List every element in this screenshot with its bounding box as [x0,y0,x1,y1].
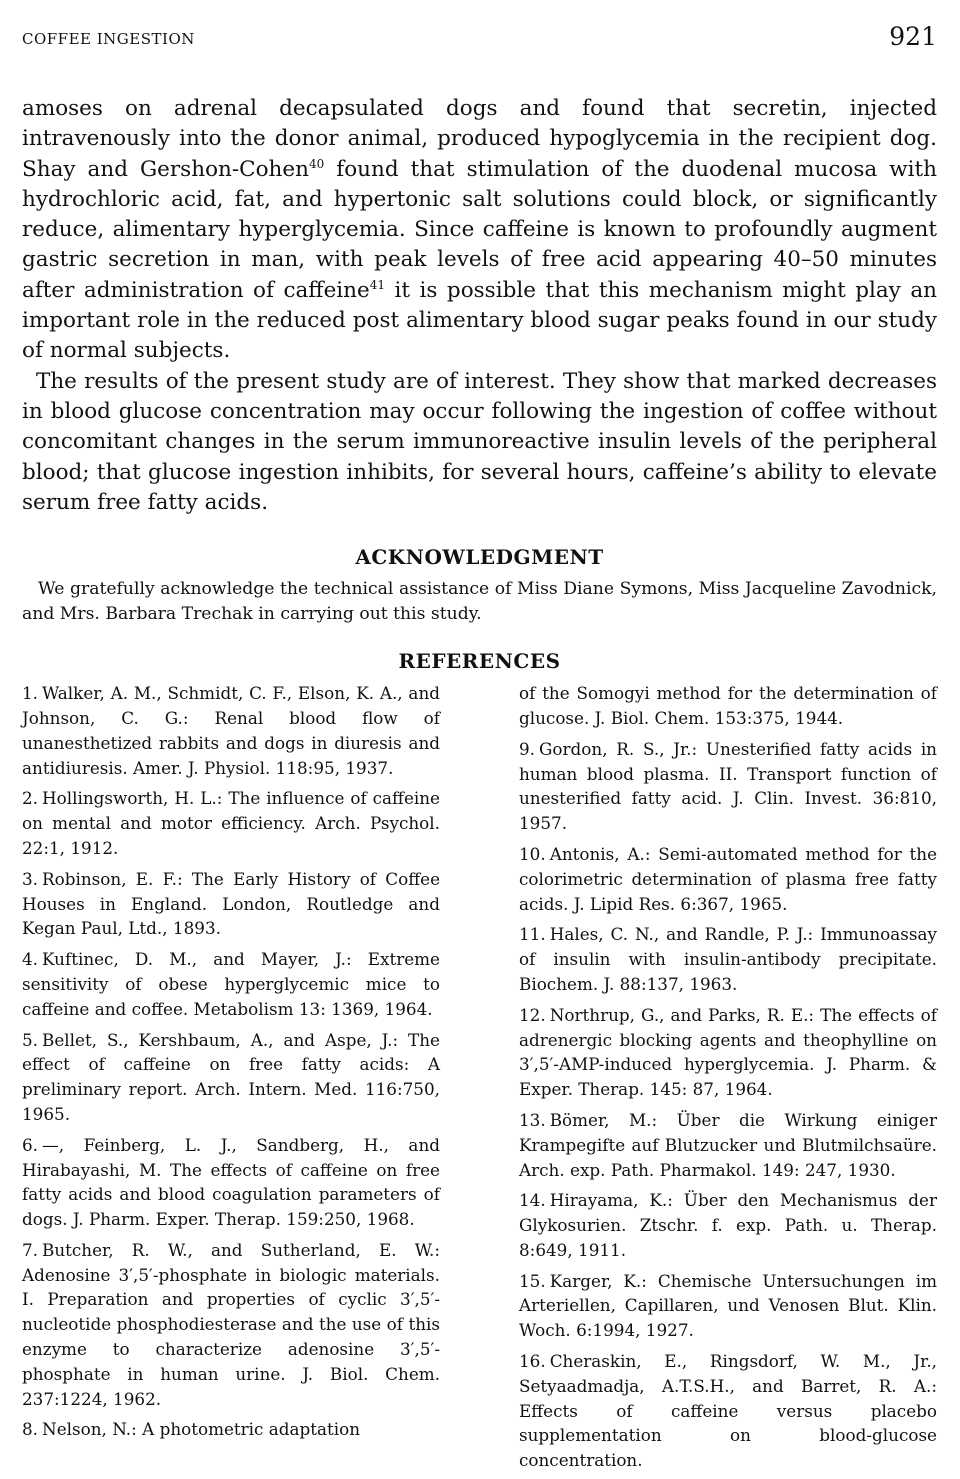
reference-text: Bömer, M.: Über die Wirkung einiger Krampegifte auf Blutzucker und Blutmilchsaüre. Arch. exp. Path. Pharmakol. 149: 247, 1930. [519,1109,937,1180]
reference-text: Antonis, A.: Semi-automated method for the colorimetric determination of plasma free fatty acids. J. Lipid Res. 6:367, 1965. [519,843,937,914]
acknowledgment-text: We gratefully acknowledge the technical assistance of Miss Diane Symons, Miss Jacqueline Zavodnick, and Mrs. Barbara Trechak in carrying out this study. [22,579,937,625]
reference-number: 6. [22,1134,39,1155]
reference-text: Karger, K.: Chemische Untersuchungen im Arteriellen, Capillaren, und Venosen Blut. Klin. Woch. 6:1994, 1927. [519,1270,937,1341]
reference-number: 1. [22,683,39,704]
references-left-column [22,681,440,1479]
reference-12 [519,1003,937,1102]
reference-text: —, Feinberg, L. J., Sandberg, H., and Hirabayashi, M. The effects of caffeine on free fatty acids and blood coagulation parameters of dogs. J. Pharm. Exper. Therap. 159:250, 1968. [22,1134,440,1230]
reference-2 [22,786,440,860]
reference-text: Hirayama, K.: Über den Mechanismus der Glykosurien. Ztschr. f. exp. Path. u. Therap. 8:649, 1911. [519,1190,937,1260]
reference-number: 12. [519,1004,546,1025]
references-heading: REFERENCES [398,649,561,674]
body-paragraph-2: The results of the present study are of interest. They show that marked decreases in blood glucose concentration may occur following the ingestion of coffee without concomitant changes in the serum immunoreactive insulin levels of the peripheral blood; that glucose ingestion inhibits, for several hours, caffeine’s ability to elevate serum free fatty acids. [22,368,937,515]
reference-1 [22,681,440,780]
reference-8-continuation: of the Somogyi method for the determination of glucose. J. Biol. Chem. 153:375, 1944. [519,683,937,728]
reference-11 [519,922,937,996]
reference-text: Cheraskin, E., Ringsdorf, W. M., Jr., Setyaadmadja, A.T.S.H., and Barret, R. A.: Effects of caffeine versus placebo supplementation on blood-glucose concentration. [519,1351,937,1471]
reference-7 [22,1238,440,1412]
reference-number: 16. [519,1351,546,1372]
reference-number: 5. [22,1029,39,1050]
acknowledgment-heading: ACKNOWLEDGMENT [355,545,604,570]
reference-3 [22,867,440,941]
body-paragraph-1-part-2: found that stimulation of the duodenal mucosa with hydrochloric acid, fat, and hypertonic salt solutions could block, or significantly reduce, alimentary hyperglycemia. Since caffeine is known to profoundly augment gastric secretion in man, with peak levels of free acid appearing 40–50 minutes after administration of caffeine [22,156,937,303]
journal-page [22,20,937,1471]
reference-5 [22,1028,440,1127]
page-number: 921 [889,22,937,51]
reference-16 [519,1349,937,1473]
reference-text: Kuftinec, D. M., and Mayer, J.: Extreme sensitivity of obese hyperglycemic mice to caffeine and coffee. Metabolism 13: 1369, 1964. [22,949,440,1019]
reference-number: 4. [22,949,39,970]
reference-text: Bellet, S., Kershbaum, A., and Aspe, J.: The effect of caffeine on free fatty acids: A preliminary report. Arch. Intern. Med. 116:750, 1965. [22,1029,440,1124]
reference-text: Nelson, N.: A photometric adaptation [42,1419,361,1440]
reference-4 [22,947,440,1021]
reference-6 [22,1133,440,1232]
reference-9 [519,737,937,836]
body-paragraph-1 [22,94,937,367]
reference-text: Hales, C. N., and Randle, P. J.: Immunoassay of insulin with insulin-antibody precipitate. Biochem. J. 88:137, 1963. [519,924,937,994]
article-body [22,94,937,518]
body-paragraph-1-part-1: amoses on adrenal decapsulated dogs and found that secretin, injected intravenously into the donor animal, produced hypoglycemia in the recipient dog. Shay and Gershon-Cohen [22,96,937,182]
reference-number: 9. [519,738,536,759]
reference-number: 13. [519,1109,546,1130]
reference-text: Robinson, E. F.: The Early History of Coffee Houses in England. London, Routledge and Kegan Paul, Ltd., 1893. [22,868,440,939]
reference-number: 14. [519,1190,546,1211]
reference-number: 11. [519,924,546,945]
reference-number: 10. [519,843,546,864]
reference-number: 7. [22,1239,39,1260]
reference-text: Gordon, R. S., Jr.: Unesterified fatty acids in human blood plasma. II. Transport function of unesterified fatty acid. J. Clin. Invest. 36:810, 1957. [519,738,937,834]
reference-text: Walker, A. M., Schmidt, C. F., Elson, K. A., and Johnson, C. G.: Renal blood flow of unanesthetized rabbits and dogs in diuresis and antidiuresis. Amer. J. Physiol. 118:95, 1937. [22,683,440,778]
reference-15 [519,1269,937,1343]
reference-text: Hollingsworth, H. L.: The influence of caffeine on mental and motor efficiency. Arch. Psychol. 22:1, 1912. [22,788,440,858]
page-header [22,20,937,60]
body-paragraph-1-part-3: it is possible that this mechanism might play an important role in the reduced post alimentary blood sugar peaks found in our study of normal subjects. [22,277,937,364]
citation-41: 41 [369,277,386,292]
references-right-column [519,681,937,1479]
reference-14 [519,1188,937,1262]
reference-text: Northrup, G., and Parks, R. E.: The effects of adrenergic blocking agents and theophylline on 3′,5′-AMP-induced hyperglycemia. J. Pharm. & Exper. Therap. 145: 87, 1964. [519,1004,937,1100]
reference-text: Butcher, R. W., and Sutherland, E. W.: Adenosine 3′,5′-phosphate in biologic materials. I. Preparation and properties of cyclic 3′,5′-nucleotide phosphodiesterase and the use of this enzyme to characterize adenosine 3′,5′-phosphate in human urine. J. Biol. Chem. 237:1224, 1962. [22,1239,440,1409]
reference-number: 8. [22,1419,39,1440]
running-head: COFFEE INGESTION [22,30,195,48]
references-list [22,681,937,1479]
reference-number: 2. [22,788,39,809]
reference-number: 3. [22,868,39,889]
reference-number: 15. [519,1270,546,1291]
reference-8 [22,1417,440,1442]
reference-13 [519,1108,937,1182]
reference-10 [519,842,937,916]
citation-40: 40 [308,156,325,171]
